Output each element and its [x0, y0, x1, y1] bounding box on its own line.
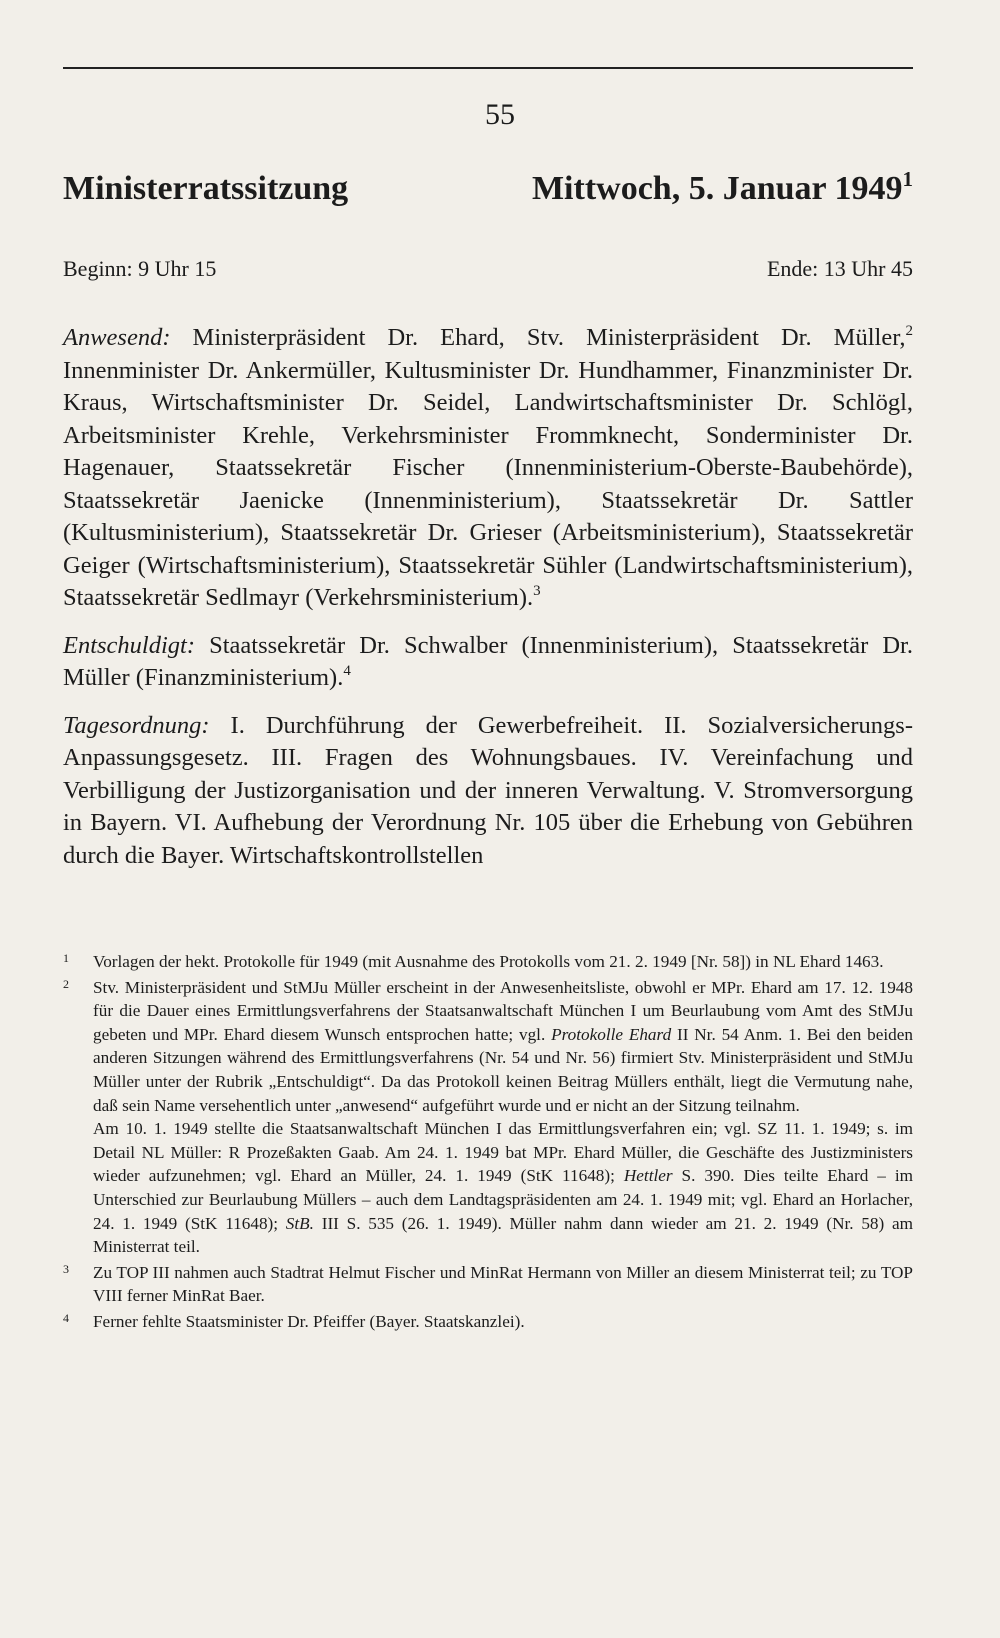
excused-label: Entschuldigt:: [63, 631, 196, 659]
footnote-text: Ferner fehlte Staatsminister Dr. Pfeiffer (Bayer. Staatskanzlei).: [93, 1311, 525, 1331]
agenda-label: Tagesordnung:: [63, 711, 210, 739]
present-paragraph: [63, 322, 913, 615]
present-label: Anwesend:: [63, 324, 171, 351]
end-time: Ende: 13 Uhr 45: [766, 256, 913, 281]
footnote-ref-2: 2: [905, 323, 913, 339]
session-date: [531, 167, 913, 208]
main-text: [63, 322, 913, 887]
excused-paragraph: [63, 630, 913, 695]
footnote-citation: Hettler: [623, 1166, 673, 1186]
present-text-a: Ministerpräsident Dr. Ehard, Stv. Ministerpräsident Dr. Müller,: [170, 324, 906, 351]
agenda-text: I. Durchführung der Gewerbefreiheit. II. Sozialversicherungs-Anpassungsgesetz. III. Fragen des Wohnungsbaues. IV. Vereinfachung und Verbilligung der Justizorganisation und der inneren Verwaltung. V. Stromversorgung in Bayern. VI. Aufhebung der Verordnung Nr. 105 über die Erhebung von Gebühren durch die Bayer. Wirtschaftskontrollstellen: [63, 711, 913, 869]
footnote-text-part: Stv. Ministerpräsident und StMJu Müller erscheint in der Anwesenheitsliste, obwohl er MPr. Ehard am 17. 12. 1948 für die Dauer eines Ermittlungsverfahrens der Staatsanwaltschaft München I um Beurlaubung vom Amt des StMJu gebeten und MPr. Ehard diesem Wunsch entsprochen hatte; vgl.: [93, 977, 913, 1044]
footnote-text-part: Am 10. 1. 1949 stellte die Staatsanwaltschaft München I das Ermittlungsverfahren ein; vgl. SZ 11. 1. 1949; s. im Detail NL Müller: R Prozeßakten Gaab. Am 24. 1. 1949 bat MPr. Ehard Müller, die Geschäfte des Justizministers wieder aufzunehmen; vgl. Ehard an Müller, 24. 1. 1949 (StK 11648);: [93, 1119, 913, 1186]
agenda-paragraph: [63, 710, 913, 873]
footnote-mark: 2: [63, 976, 69, 991]
footnote-text: Vorlagen der hekt. Protokolle für 1949 (mit Ausnahme des Protokolls vom 21. 2. 1949 [Nr. 58]) in NL Ehard 1463.: [93, 952, 884, 971]
begin-time: Beginn: 9 Uhr 15: [63, 256, 217, 281]
footnote-text: Zu TOP III nahmen auch Stadtrat Helmut Fischer und MinRat Hermann von Miller an diesem Ministerrat teil; zu TOP VIII ferner MinRat Baer.: [93, 1262, 913, 1306]
footnote-text: [93, 1117, 913, 1259]
footnote-mark: 1: [63, 951, 69, 965]
footnote-text-part: II Nr. 54 Anm. 1. Bei den beiden anderen Sitzungen während des Ermittlungsverfahrens (Nr. 54 und Nr. 56) firmiert Stv. Ministerpräsident und StMJu Müller unter der Rubrik „Entschuldigt“. Da das Protokoll keinen Beitrag Müllers enthält, liegt die Vermutung nahe, daß sein Name versehentlich unter „anwesend“ aufgeführt wurde und er nicht an der Sitzung teilnahm.: [93, 1024, 913, 1115]
footnote-3: [63, 1261, 913, 1308]
footnote-2: [63, 976, 913, 1259]
footnote-4: [63, 1310, 913, 1334]
excused-text: Staatssekretär Dr. Schwalber (Innenministerium), Staatssekretär Dr. Müller (Finanzministerium).: [63, 631, 913, 691]
session-heading: [63, 167, 913, 214]
present-text-b: Innenminister Dr. Ankermüller, Kultusminister Dr. Hundhammer, Finanzminister Dr. Kraus, Wirtschaftsminister Dr. Seidel, Landwirtschaftsminister Dr. Schlögl, Arbeitsminister Krehle, Verkehrsminister Frommknecht, Sonderminister Dr. Hagenauer, Staatssekretär Fischer (Innenministerium-Oberste-Baubehörde), Staatssekretär Jaenicke (Innenministerium), Staatssekretär Dr. Sattler (Kultusministerium), Staatssekretär Dr. Grieser (Arbeitsministerium), Staatssekretär Geiger (Wirtschaftsministerium), Staatssekretär Sühler (Landwirtschaftsministerium), Staatssekretär Sedlmayr (Verkehrsministerium).: [63, 356, 913, 611]
header-rule: [63, 67, 913, 69]
session-title: Ministerratssitzung: [63, 170, 349, 207]
footnote-1: [63, 950, 913, 974]
session-date-text: Mittwoch, 5. Januar 1949: [531, 170, 903, 207]
footnote-text-part: S. 390. Dies teilte Ehard – im Unterschied zur Beurlaubung Müllers – auch dem Landtagspräsidenten am 24. 1. 1949 mit; vgl. Ehard an Horlacher, 24. 1. 1949 (StK 11648);: [93, 1166, 914, 1233]
footnote-text-part: III S. 535 (26. 1. 1949). Müller nahm dann wieder am 21. 2. 1949 (Nr. 58) am Ministerrat teil.: [93, 1213, 913, 1257]
footnote-mark: 4: [63, 1310, 69, 1325]
footnote-ref-4: 4: [343, 663, 351, 679]
footnote-citation: Protokolle Ehard: [551, 1024, 672, 1044]
footnotes: [63, 950, 913, 1336]
footnote-mark: 3: [63, 1261, 69, 1276]
footnote-ref-3: 3: [533, 583, 541, 599]
footnote-ref-1: 1: [902, 167, 913, 191]
footnote-text: [93, 976, 913, 1118]
page-number: 55: [485, 98, 515, 131]
footnote-citation: StB.: [285, 1213, 314, 1233]
